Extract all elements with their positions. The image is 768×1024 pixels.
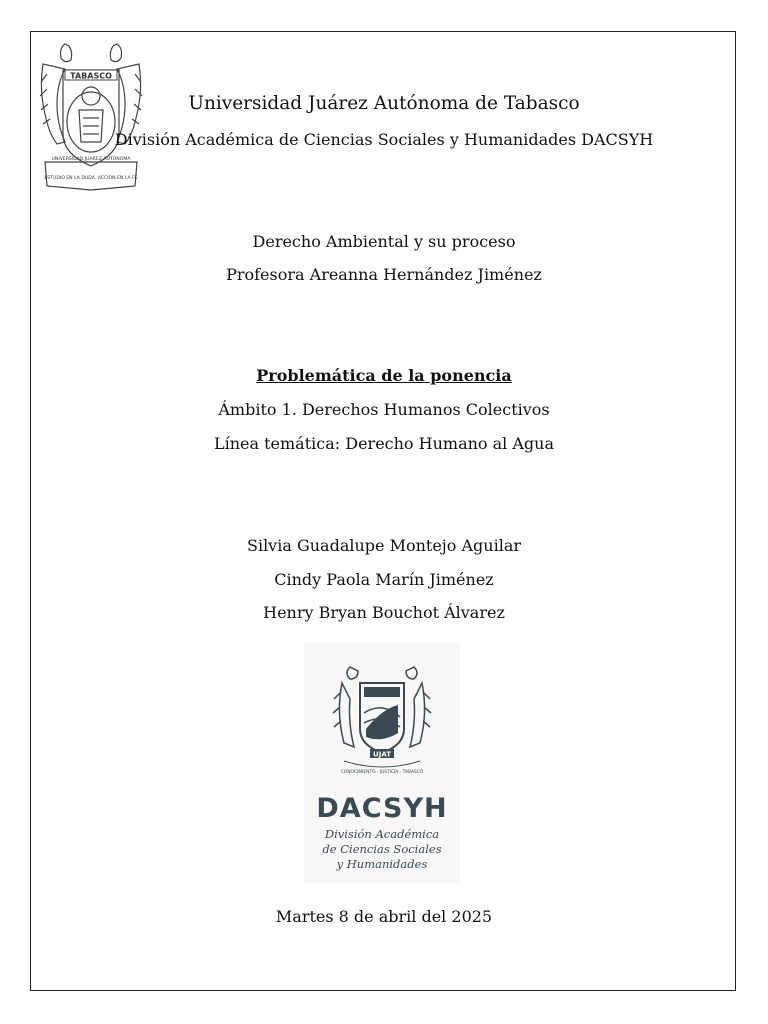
author-3: Henry Bryan Bouchot Álvarez — [263, 603, 505, 622]
university-name: Universidad Juárez Autónoma de Tabasco — [188, 93, 580, 114]
topic-scope: Ámbito 1. Derechos Humanos Colectivos — [218, 400, 550, 419]
author-2: Cindy Paola Marín Jiménez — [274, 570, 494, 589]
ujat-emblem-icon — [304, 643, 460, 788]
topic-theme: Línea temática: Derecho Humano al Agua — [213, 434, 555, 453]
topic-heading: Problemática de la ponencia — [256, 366, 512, 385]
dacsyh-wordmark: DACSYH — [316, 793, 448, 824]
ujat-ribbon-text: CONOCIMIENTO · JUSTICIA · TABASCO — [340, 770, 424, 775]
professor-name: Profesora Areanna Hernández Jiménez — [226, 265, 542, 284]
subject-name: Derecho Ambiental y su proceso — [252, 232, 516, 251]
dacsyh-subtitle-1: División Académica — [324, 827, 440, 841]
dacsyh-subtitle-3: y Humanidades — [336, 857, 428, 871]
crest-motto: ESTUDIO EN LA DUDA. ACCIÓN EN LA FE — [44, 176, 138, 181]
ujat-shield-label: UJAT — [373, 750, 391, 759]
crest-banner: TABASCO — [70, 71, 112, 81]
document-date: Martes 8 de abril del 2025 — [275, 907, 493, 926]
crest-ring-text: UNIVERSIDAD JUAREZ AUTONOMA — [51, 157, 131, 162]
author-1: Silvia Guadalupe Montejo Aguilar — [246, 536, 522, 555]
dacsyh-subtitle-2: de Ciencias Sociales — [322, 842, 442, 856]
division-name: División Académica de Ciencias Sociales y Humanidades DACSYH — [114, 130, 654, 149]
dacsyh-logo — [304, 643, 460, 883]
